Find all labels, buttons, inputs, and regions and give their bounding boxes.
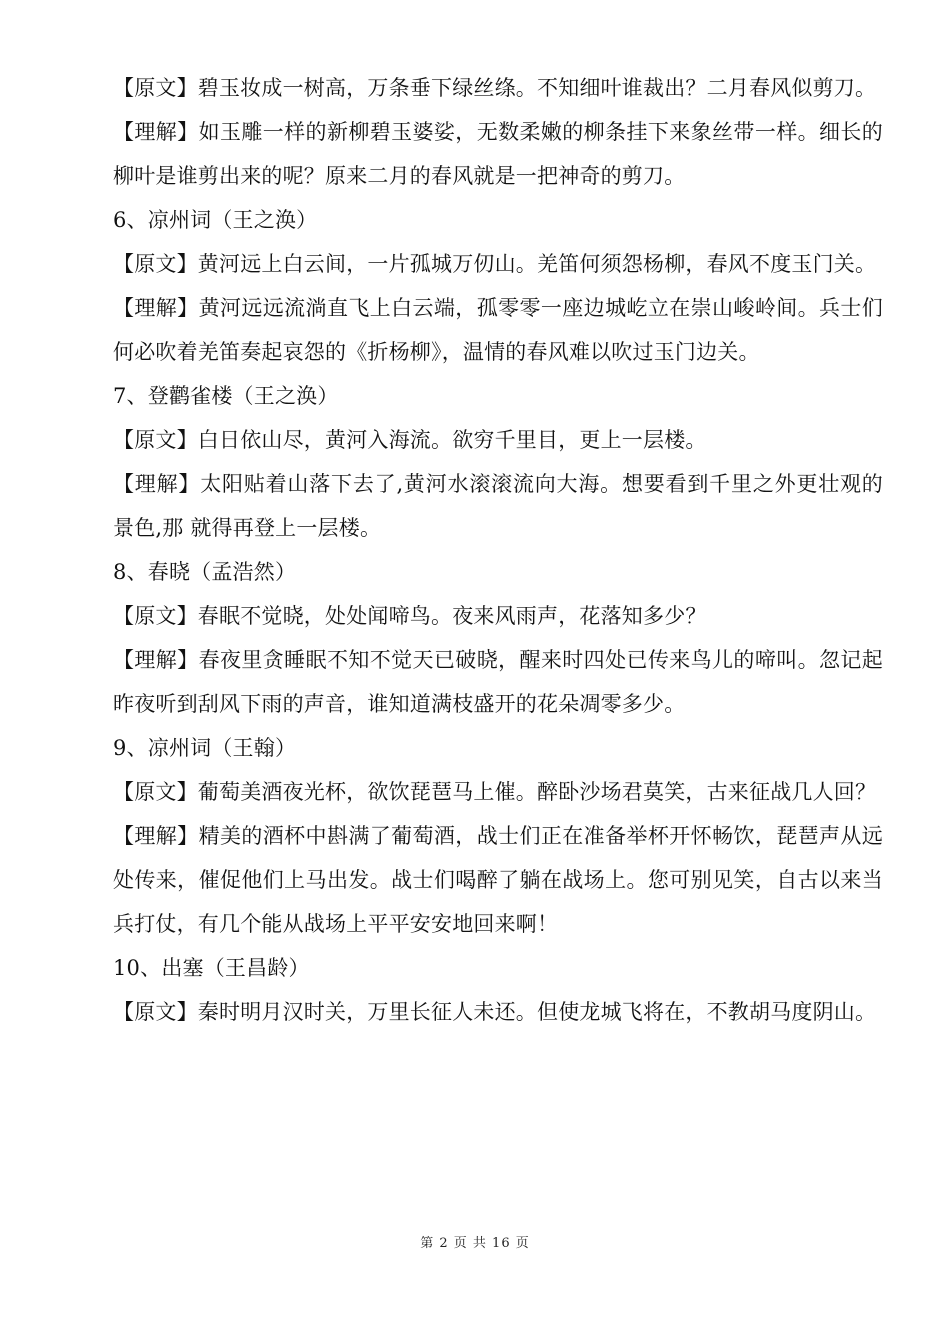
paragraph-original-text: 【原文】葡萄美酒夜光杯，欲饮琵琶马上催。醉卧沙场君莫笑，古来征战几人回？ — [113, 780, 877, 804]
paragraph-original-text: 【原文】碧玉妆成一树高，万条垂下绿丝绦。不知细叶谁裁出？二月春风似剪刀。 — [113, 76, 877, 100]
paragraph-interpretation: 【理解】太阳贴着山落下去了,黄河水滚滚流向大海。想要看到千里之外更壮观的景色,那 就得再登上一层楼。 — [113, 472, 883, 540]
paragraph-original-text: 【原文】白日依山尽，黄河入海流。欲穷千里目，更上一层楼。 — [113, 428, 707, 452]
paragraph-original-text: 【原文】秦时明月汉时关，万里长征人未还。但使龙城飞将在，不教胡马度阴山。 — [113, 1000, 877, 1024]
paragraph-interpretation: 【理解】春夜里贪睡眠不知不觉天已破晓，醒来时四处已传来鸟儿的啼叫。忽记起昨夜听到刮风下雨的声音，谁知道满枝盛开的花朵凋零多少。 — [113, 648, 883, 716]
page-content — [113, 66, 883, 1034]
poem-heading: 10、出塞（王昌龄） — [113, 956, 310, 980]
paragraph-original-text: 【原文】春眠不觉晓，处处闻啼鸟。夜来风雨声，花落知多少？ — [113, 604, 707, 628]
poem-heading: 9、凉州词（王翰） — [113, 736, 297, 760]
poem-heading: 8、春晓（孟浩然） — [113, 560, 297, 584]
poem-heading: 7、登鹳雀楼（王之涣） — [113, 384, 339, 408]
paragraph-original-text: 【原文】黄河远上白云间，一片孤城万仞山。羌笛何须怨杨柳，春风不度玉门关。 — [113, 252, 877, 276]
paragraph-interpretation: 【理解】精美的酒杯中斟满了葡萄酒，战士们正在准备举杯开怀畅饮，琵琶声从远处传来，催促他们上马出发。战士们喝醉了躺在战场上。您可别见笑，自古以来当兵打仗，有几个能从战场上平平安安地回来啊！ — [113, 824, 883, 936]
poem-heading: 6、凉州词（王之涣） — [113, 208, 318, 232]
page-number-footer: 第 2 页 共 16 页 — [420, 1236, 530, 1251]
paragraph-interpretation: 【理解】如玉雕一样的新柳碧玉婆娑，无数柔嫩的柳条挂下来象丝带一样。细长的柳叶是谁剪出来的呢？原来二月的春风就是一把神奇的剪刀。 — [113, 120, 883, 188]
paragraph-interpretation: 【理解】黄河远远流淌直飞上白云端，孤零零一座边城屹立在崇山峻岭间。兵士们何必吹着羌笛奏起哀怨的《折杨柳》，温情的春风难以吹过玉门边关。 — [113, 296, 883, 364]
